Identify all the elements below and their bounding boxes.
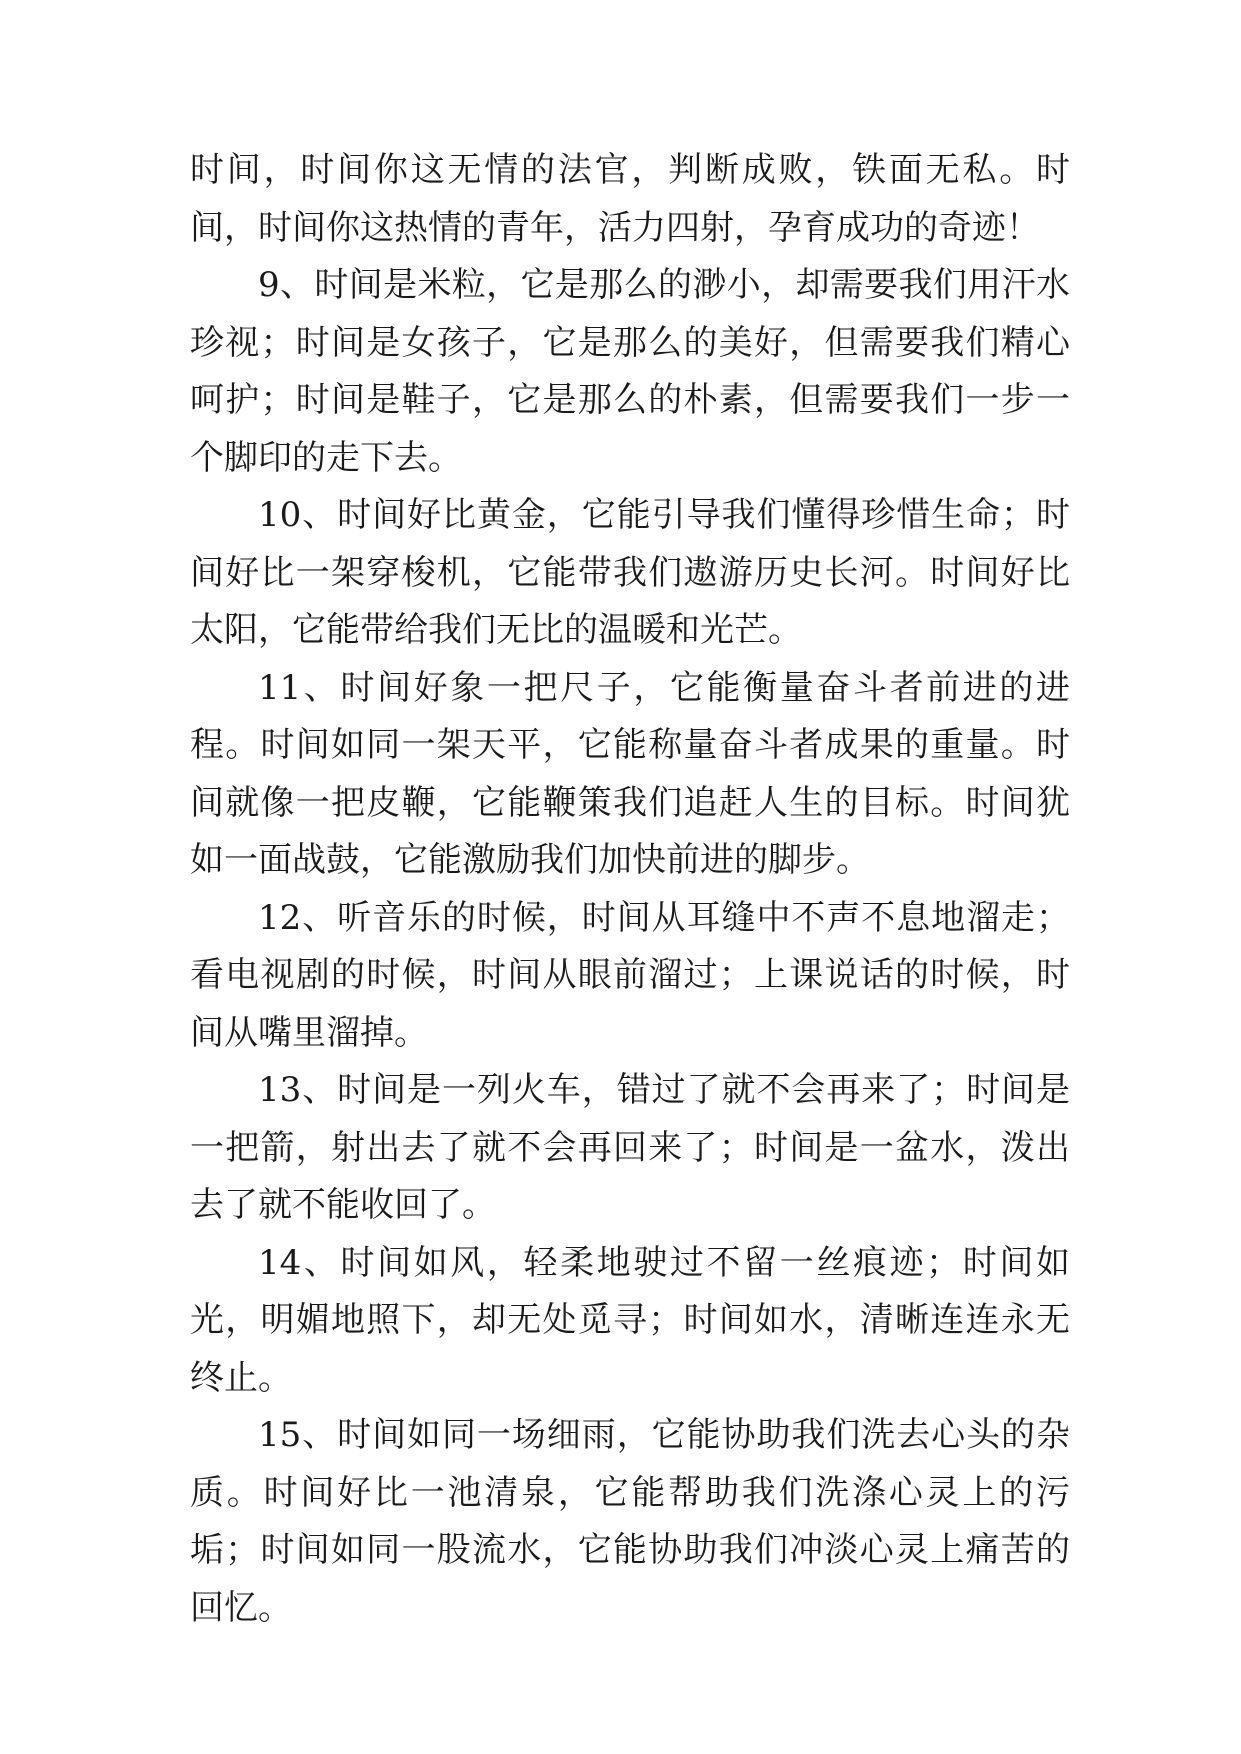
paragraph-14: 14、时间如风，轻柔地驶过不留一丝痕迹；时间如光，明媚地照下，却无处觅寻；时间如水，清晰连连永无终止。 <box>190 1242 1070 1398</box>
document-body <box>190 142 1070 1637</box>
paragraph-12: 12、听音乐的时候，时间从耳缝中不声不息地溜走；看电视剧的时候，时间从眼前溜过；上课说话的时候，时间从嘴里溜掉。 <box>190 897 1070 1053</box>
paragraph-9: 9、时间是米粒，它是那么的渺小，却需要我们用汗水珍视；时间是女孩子，它是那么的美好，但需要我们精心呵护；时间是鞋子，它是那么的朴素，但需要我们一步一个脚印的走下去。 <box>190 265 1070 478</box>
paragraph-13: 13、时间是一列火车，错过了就不会再来了；时间是一把箭，射出去了就不会再回来了；时间是一盆水，泼出去了就不能收回了。 <box>190 1070 1070 1225</box>
paragraph-time-judge: 时间，时间你这无情的法官，判断成败，铁面无私。时间，时间你这热情的青年，活力四射，孕育成功的奇迹！ <box>190 150 1070 248</box>
paragraph-15: 15、时间如同一场细雨，它能协助我们洗去心头的杂质。时间好比一池清泉，它能帮助我们洗涤心灵上的污垢；时间如同一股流水，它能协助我们冲淡心灵上痛苦的回忆。 <box>190 1415 1070 1628</box>
paragraph-11: 11、时间好象一把尺子，它能衡量奋斗者前进的进程。时间如同一架天平，它能称量奋斗者成果的重量。时间就像一把皮鞭，它能鞭策我们追赶人生的目标。时间犹如一面战鼓，它能激励我们加快前进的脚步。 <box>190 667 1070 880</box>
paragraph-10: 10、时间好比黄金，它能引导我们懂得珍惜生命；时间好比一架穿梭机，它能带我们遨游历史长河。时间好比太阳，它能带给我们无比的温暖和光芒。 <box>190 495 1070 650</box>
